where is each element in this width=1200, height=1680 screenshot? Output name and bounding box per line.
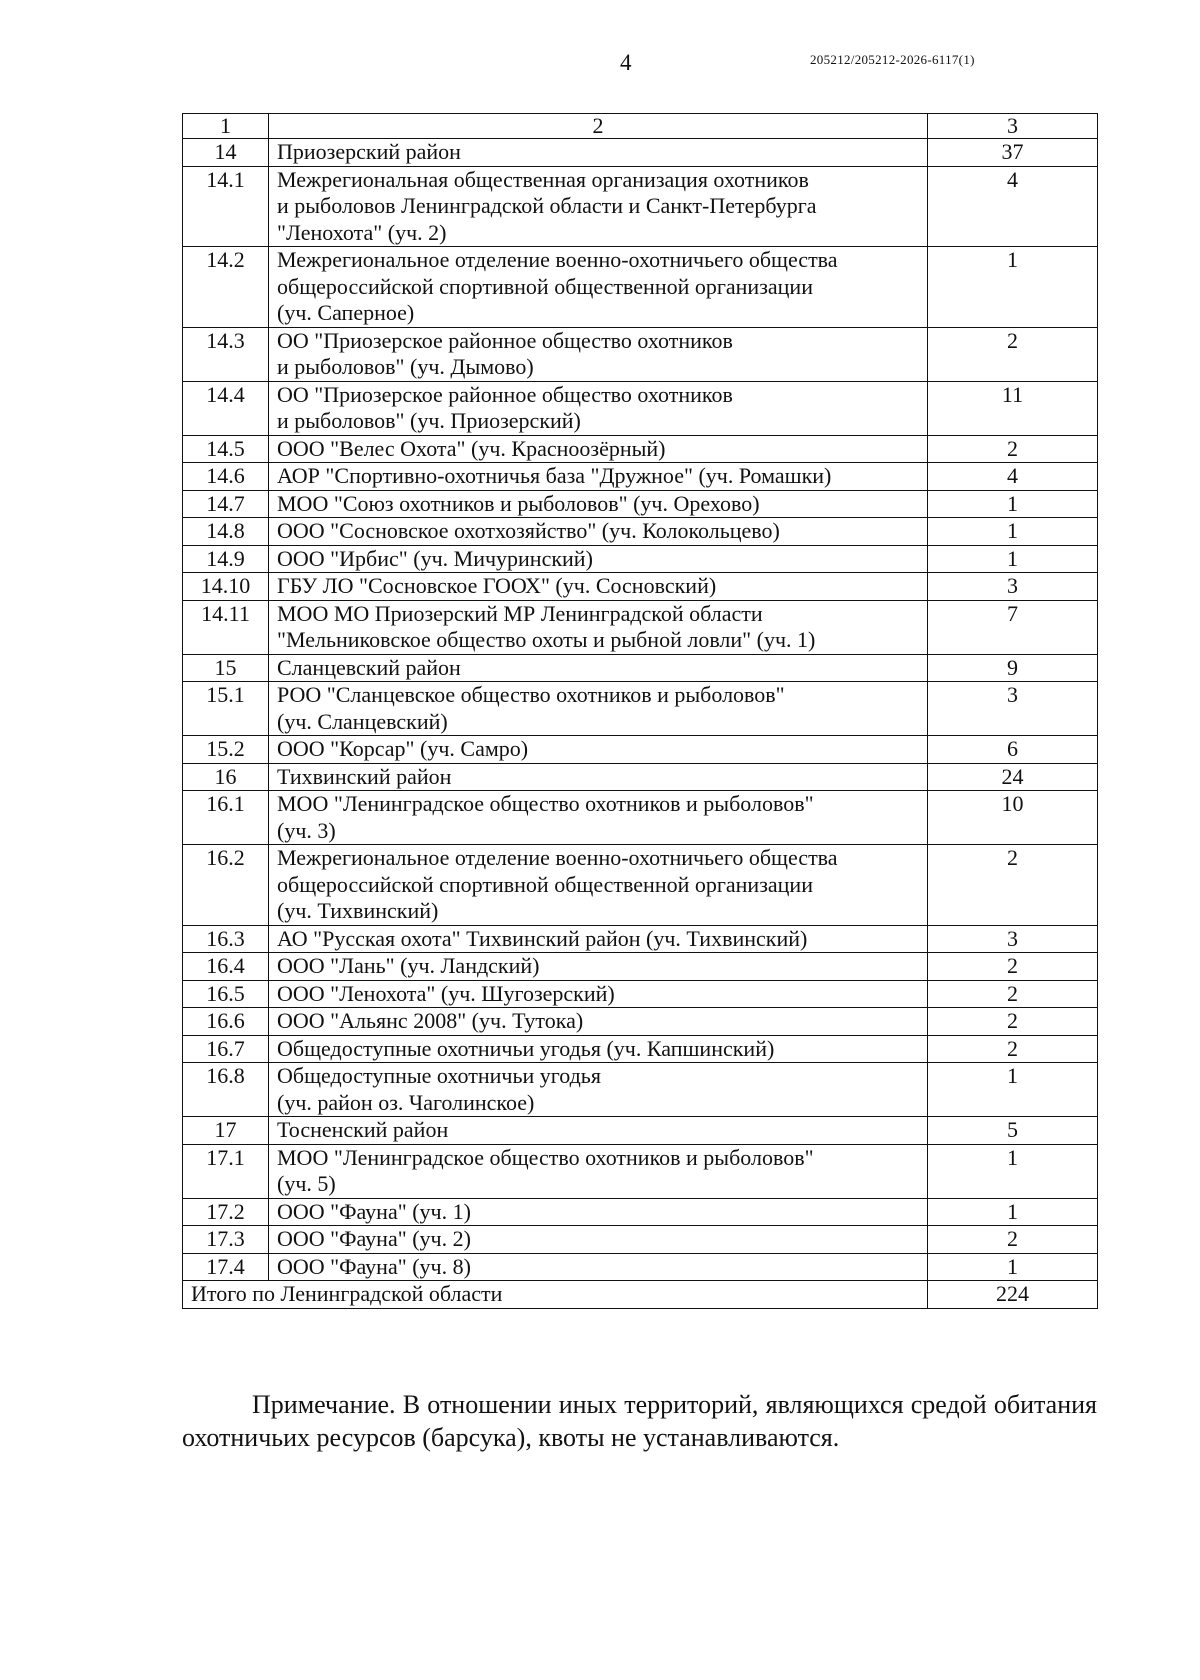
table-row <box>183 463 1098 491</box>
table-row <box>183 166 1098 247</box>
table-row <box>183 682 1098 736</box>
row-number: 14.7 <box>183 490 269 518</box>
row-name: МОО "Союз охотников и рыболовов" (уч. Орехово) <box>269 490 928 518</box>
row-quota: 1 <box>928 247 1098 328</box>
table-row <box>183 1198 1098 1226</box>
row-name: АО "Русская охота" Тихвинский район (уч. Тихвинский) <box>269 925 928 953</box>
row-number: 16.8 <box>183 1063 269 1117</box>
row-quota: 2 <box>928 1226 1098 1254</box>
row-quota: 1 <box>928 545 1098 573</box>
row-number: 14 <box>183 139 269 167</box>
row-quota: 1 <box>928 1253 1098 1281</box>
row-number: 17 <box>183 1117 269 1145</box>
row-number: 17.1 <box>183 1144 269 1198</box>
table-row <box>183 736 1098 764</box>
table-row <box>183 573 1098 601</box>
table-row <box>183 763 1098 791</box>
quota-table-body <box>183 114 1098 1309</box>
row-name: РОО "Сланцевское общество охотников и рыболовов" (уч. Сланцевский) <box>269 682 928 736</box>
row-quota: 4 <box>928 166 1098 247</box>
table-header-row <box>183 114 1098 139</box>
row-quota: 6 <box>928 736 1098 764</box>
row-name: МОО МО Приозерский МР Ленинградской области "Мельниковское общество охоты и рыбной ловли" (уч. 1) <box>269 600 928 654</box>
row-number: 14.3 <box>183 327 269 381</box>
column-header-2: 2 <box>269 114 928 139</box>
row-quota: 4 <box>928 463 1098 491</box>
row-number: 17.2 <box>183 1198 269 1226</box>
row-name: ООО "Велес Охота" (уч. Красноозёрный) <box>269 435 928 463</box>
table-row <box>183 1253 1098 1281</box>
row-name: ООО "Альянс 2008" (уч. Тутока) <box>269 1008 928 1036</box>
row-quota: 2 <box>928 435 1098 463</box>
row-number: 15 <box>183 654 269 682</box>
row-quota: 2 <box>928 953 1098 981</box>
total-value: 224 <box>928 1281 1098 1309</box>
table-row <box>183 1008 1098 1036</box>
row-name: МОО "Ленинградское общество охотников и рыболовов" (уч. 3) <box>269 791 928 845</box>
row-quota: 2 <box>928 980 1098 1008</box>
row-name: Общедоступные охотничьи угодья (уч. район оз. Чаголинское) <box>269 1063 928 1117</box>
table-row <box>183 381 1098 435</box>
table-row <box>183 247 1098 328</box>
row-name: ОО "Приозерское районное общество охотников и рыболовов" (уч. Приозерский) <box>269 381 928 435</box>
row-name: ОО "Приозерское районное общество охотников и рыболовов" (уч. Дымово) <box>269 327 928 381</box>
row-number: 14.9 <box>183 545 269 573</box>
row-name: ООО "Лань" (уч. Ландский) <box>269 953 928 981</box>
row-name: ООО "Фауна" (уч. 2) <box>269 1226 928 1254</box>
row-name: Сланцевский район <box>269 654 928 682</box>
row-name: Межрегиональное отделение военно-охотничьего общества общероссийской спортивной общественной организации (уч. Тихвинский) <box>269 845 928 926</box>
table-row <box>183 490 1098 518</box>
row-number: 16.1 <box>183 791 269 845</box>
table-row <box>183 1117 1098 1145</box>
row-number: 16.2 <box>183 845 269 926</box>
page-number: 4 <box>620 50 632 75</box>
row-quota: 2 <box>928 327 1098 381</box>
row-name: ООО "Фауна" (уч. 1) <box>269 1198 928 1226</box>
row-name: ООО "Корсар" (уч. Самро) <box>269 736 928 764</box>
row-quota: 2 <box>928 1035 1098 1063</box>
row-number: 17.4 <box>183 1253 269 1281</box>
document-code: 205212/205212-2026-6117(1) <box>810 52 975 67</box>
row-number: 16.4 <box>183 953 269 981</box>
total-label: Итого по Ленинградской области <box>183 1281 928 1309</box>
table-row <box>183 327 1098 381</box>
table-row <box>183 600 1098 654</box>
row-name: АОР "Спортивно-охотничья база "Дружное" (уч. Ромашки) <box>269 463 928 491</box>
row-quota: 1 <box>928 490 1098 518</box>
row-number: 16.6 <box>183 1008 269 1036</box>
table-row <box>183 1063 1098 1117</box>
table-row <box>183 1144 1098 1198</box>
row-number: 17.3 <box>183 1226 269 1254</box>
row-name: ООО "Фауна" (уч. 8) <box>269 1253 928 1281</box>
row-quota: 1 <box>928 1063 1098 1117</box>
table-row <box>183 845 1098 926</box>
column-header-3: 3 <box>928 114 1098 139</box>
row-quota: 5 <box>928 1117 1098 1145</box>
row-name: МОО "Ленинградское общество охотников и рыболовов" (уч. 5) <box>269 1144 928 1198</box>
table-row <box>183 953 1098 981</box>
row-quota: 3 <box>928 925 1098 953</box>
row-number: 14.1 <box>183 166 269 247</box>
table-row <box>183 545 1098 573</box>
row-name: ООО "Ленохота" (уч. Шугозерский) <box>269 980 928 1008</box>
row-number: 16 <box>183 763 269 791</box>
row-number: 14.10 <box>183 573 269 601</box>
row-name: Межрегиональная общественная организация охотников и рыболовов Ленинградской области и Санкт-Петербурга "Ленохота" (уч. 2) <box>269 166 928 247</box>
row-name: ООО "Сосновское охотхозяйство" (уч. Колокольцево) <box>269 518 928 546</box>
row-number: 14.11 <box>183 600 269 654</box>
row-number: 16.5 <box>183 980 269 1008</box>
row-number: 15.2 <box>183 736 269 764</box>
total-row <box>183 1281 1098 1309</box>
table-row <box>183 139 1098 167</box>
row-quota: 11 <box>928 381 1098 435</box>
row-number: 14.6 <box>183 463 269 491</box>
row-quota: 1 <box>928 1198 1098 1226</box>
table-row <box>183 1035 1098 1063</box>
row-quota: 3 <box>928 682 1098 736</box>
row-name: Тихвинский район <box>269 763 928 791</box>
row-name: ГБУ ЛО "Сосновское ГООХ" (уч. Сосновский) <box>269 573 928 601</box>
column-header-1: 1 <box>183 114 269 139</box>
row-quota: 2 <box>928 1008 1098 1036</box>
row-name: ООО "Ирбис" (уч. Мичуринский) <box>269 545 928 573</box>
row-quota: 24 <box>928 763 1098 791</box>
row-quota: 9 <box>928 654 1098 682</box>
table-row <box>183 925 1098 953</box>
row-quota: 1 <box>928 518 1098 546</box>
row-quota: 1 <box>928 1144 1098 1198</box>
table-row <box>183 654 1098 682</box>
quota-table <box>182 113 1098 1309</box>
row-quota: 3 <box>928 573 1098 601</box>
row-number: 15.1 <box>183 682 269 736</box>
row-name: Межрегиональное отделение военно-охотничьего общества общероссийской спортивной общественной организации (уч. Саперное) <box>269 247 928 328</box>
row-number: 14.2 <box>183 247 269 328</box>
table-row <box>183 435 1098 463</box>
note-paragraph: Примечание. В отношении иных территорий, являющихся средой обитания охотничьих ресурсов (барсука), квоты не устанавливаются. <box>182 1390 1097 1452</box>
row-quota: 37 <box>928 139 1098 167</box>
row-number: 16.7 <box>183 1035 269 1063</box>
table-row <box>183 980 1098 1008</box>
table-row <box>183 518 1098 546</box>
row-number: 14.8 <box>183 518 269 546</box>
row-number: 16.3 <box>183 925 269 953</box>
row-number: 14.4 <box>183 381 269 435</box>
row-quota: 10 <box>928 791 1098 845</box>
row-name: Приозерский район <box>269 139 928 167</box>
table-row <box>183 1226 1098 1254</box>
row-quota: 2 <box>928 845 1098 926</box>
row-quota: 7 <box>928 600 1098 654</box>
row-name: Общедоступные охотничьи угодья (уч. Капшинский) <box>269 1035 928 1063</box>
table-row <box>183 791 1098 845</box>
row-number: 14.5 <box>183 435 269 463</box>
row-name: Тосненский район <box>269 1117 928 1145</box>
